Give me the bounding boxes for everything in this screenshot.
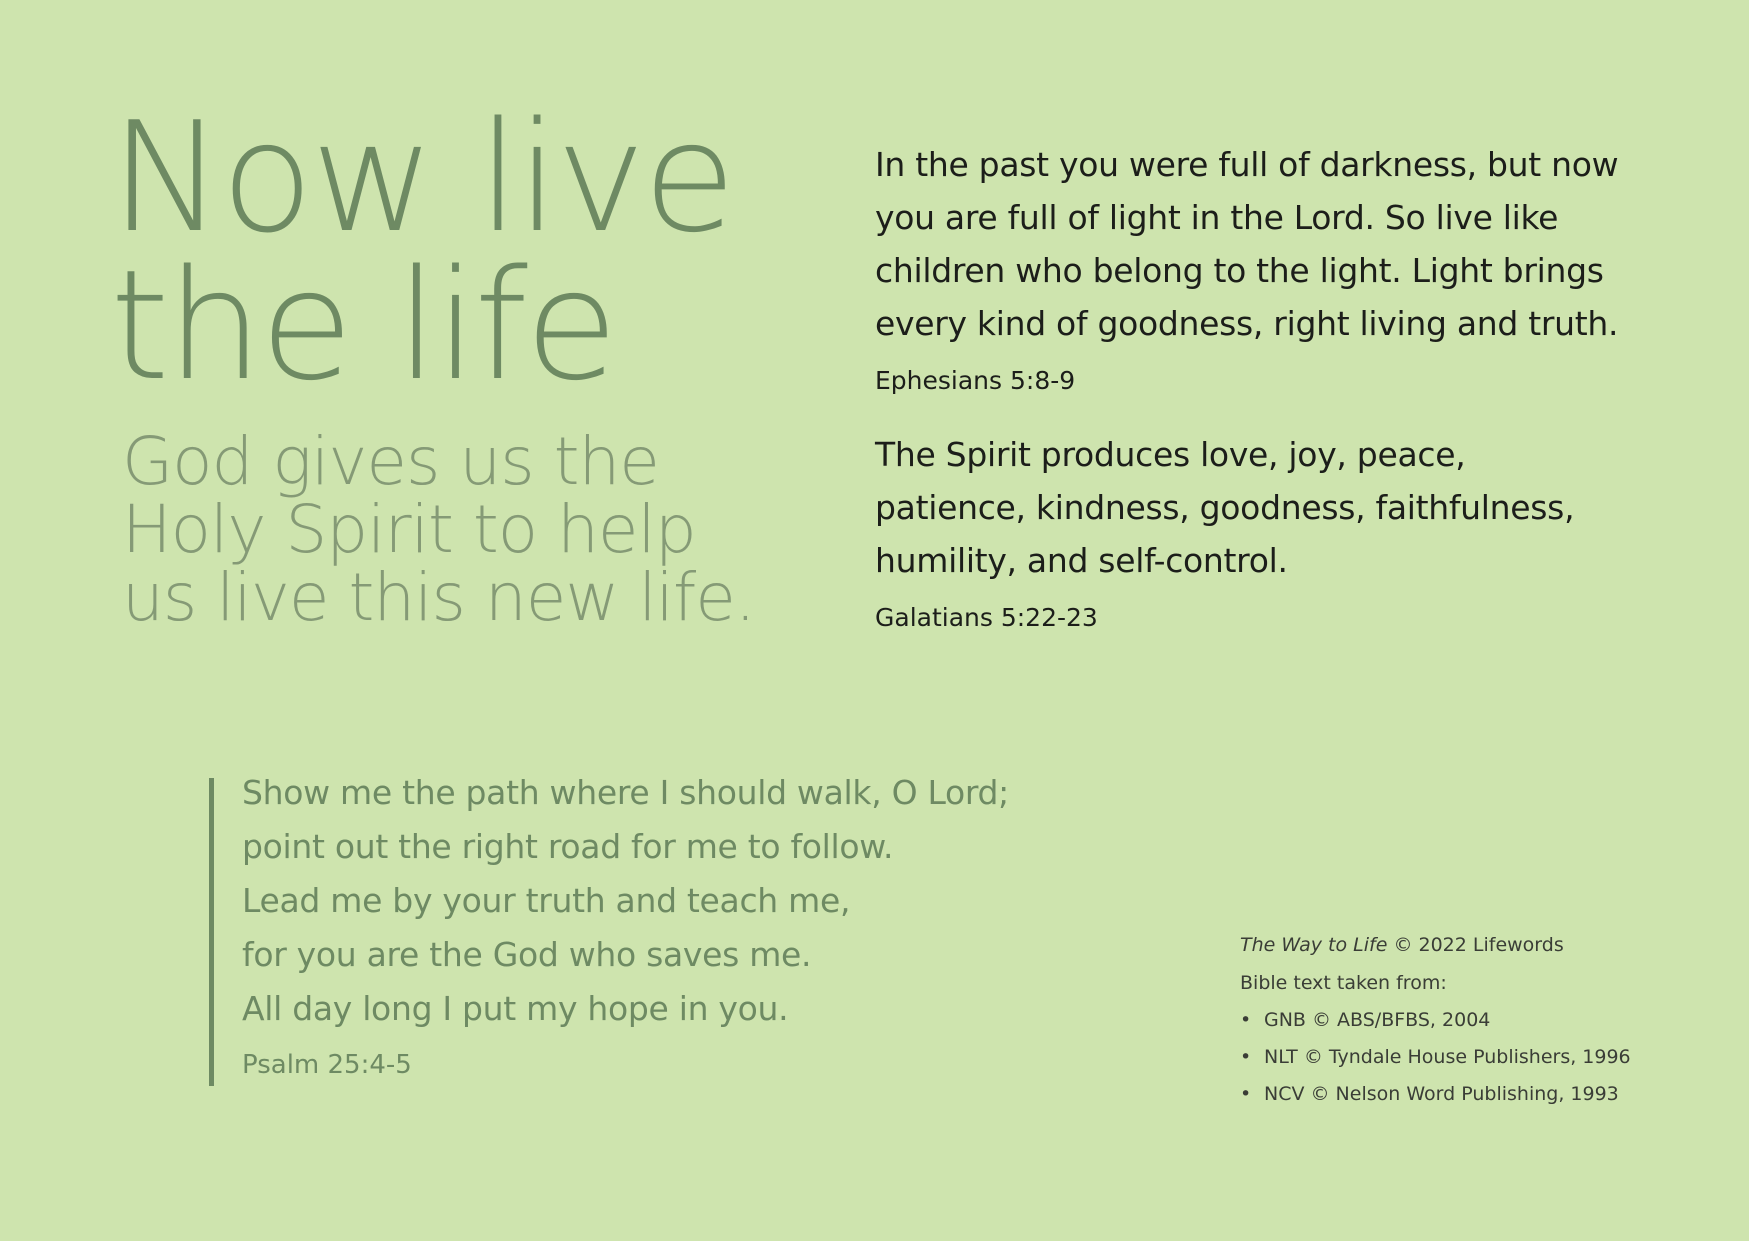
source-item <box>1240 1002 1631 1039</box>
bullet-icon: • <box>1240 1009 1252 1031</box>
credits <box>1240 934 1631 1113</box>
verse-line: The Spirit produces love, joy, peace, <box>875 435 1466 474</box>
psalm-line: Show me the path where I should walk, O Lord; <box>242 773 1009 812</box>
verse-line: In the past you were full of darkness, but now <box>875 145 1619 184</box>
subheadline-line: us live this new life. <box>122 559 755 636</box>
psalm-reference: Psalm 25:4-5 <box>242 1050 412 1080</box>
verse-line: you are full of light in the Lord. So live like <box>875 198 1559 237</box>
headline <box>110 89 734 414</box>
psalm-quote <box>242 766 1009 1036</box>
psalm-line: Lead me by your truth and teach me, <box>242 881 851 920</box>
subheadline-line: God gives us the <box>122 423 659 500</box>
source-list <box>1240 1002 1631 1113</box>
psalm-line: point out the right road for me to follow. <box>242 827 894 866</box>
headline-line: the life <box>110 237 616 414</box>
copyright: © 2022 Lifewords <box>1393 934 1564 956</box>
source-intro: Bible text taken from: <box>1240 972 1447 994</box>
copyright-line <box>1240 934 1631 956</box>
source-text: GNB © ABS/BFBS, 2004 <box>1264 1009 1491 1031</box>
bullet-icon: • <box>1240 1083 1252 1105</box>
source-text: NLT © Tyndale House Publishers, 1996 <box>1264 1046 1631 1068</box>
subheadline-line: Holy Spirit to help <box>122 491 696 568</box>
source-text: NCV © Nelson Word Publishing, 1993 <box>1264 1083 1619 1105</box>
verse-reference-galatians: Galatians 5:22-23 <box>875 603 1098 632</box>
verse-line: every kind of goodness, right living and truth. <box>875 304 1619 343</box>
verse-reference-ephesians: Ephesians 5:8-9 <box>875 366 1076 395</box>
bullet-icon: • <box>1240 1046 1252 1068</box>
source-item <box>1240 1076 1631 1113</box>
source-item <box>1240 1039 1631 1076</box>
quote-bar <box>209 778 214 1086</box>
verse-galatians <box>875 428 1695 587</box>
psalm-line: for you are the God who saves me. <box>242 935 812 974</box>
work-title: The Way to Life <box>1240 934 1388 956</box>
verse-line: patience, kindness, goodness, faithfulness, <box>875 488 1575 527</box>
verse-ephesians <box>875 138 1695 350</box>
headline-line: Now live <box>110 89 734 266</box>
verse-line: children who belong to the light. Light brings <box>875 251 1604 290</box>
psalm-line: All day long I put my hope in you. <box>242 989 789 1028</box>
subheadline <box>122 423 755 636</box>
verse-line: humility, and self-control. <box>875 541 1288 580</box>
